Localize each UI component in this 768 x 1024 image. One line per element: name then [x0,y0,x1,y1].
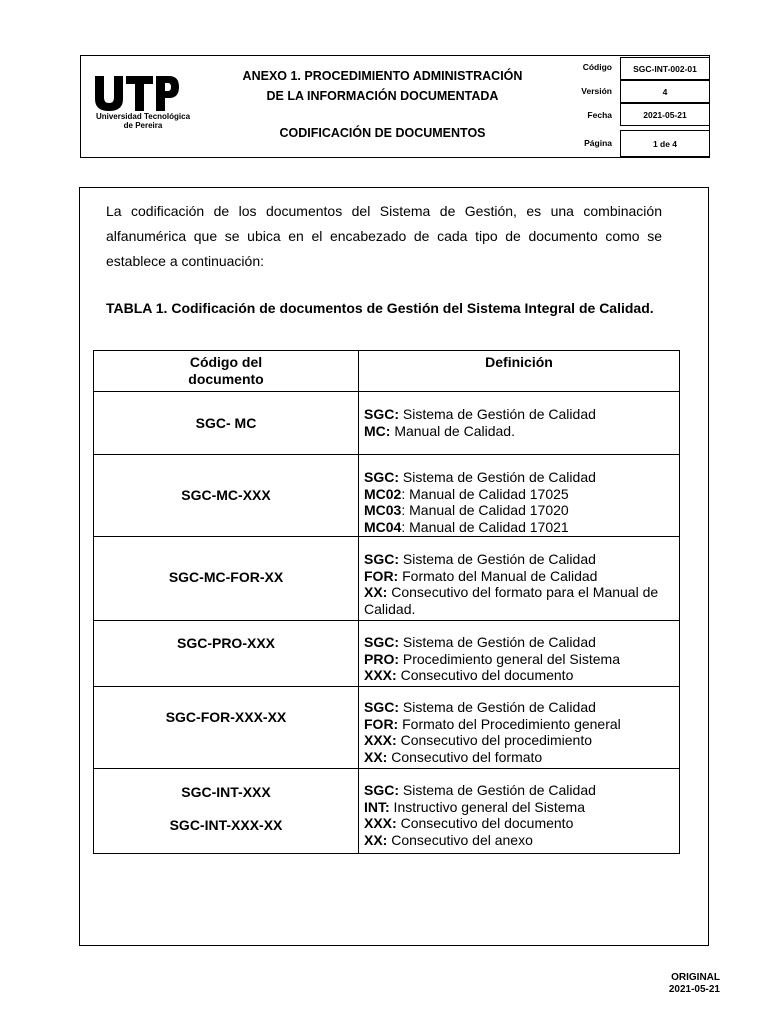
table-row [94,537,680,621]
footer-stamp [669,972,720,996]
header-subtitle: CODIFICACIÓN DE DOCUMENTOS [279,126,486,140]
header-title-line2: DE LA INFORMACIÓN DOCUMENTADA [266,89,499,103]
meta-value-codigo: SGC-INT-002-01 [620,57,710,80]
footer-date: 2021-05-21 [668,984,720,995]
header-title-line1: ANEXO 1. PROCEDIMIENTO ADMINISTRACIÓN [242,69,523,83]
code-cell: SGC- MC [94,392,359,455]
table-row [94,621,680,687]
definition-cell: SGC: Sistema de Gestión de Calidad INT: Instructivo general del Sistema XXX: Consecutivo del documento XX: Consecutivo del anexo [359,769,680,854]
table-row [94,392,680,455]
meta-label-codigo: Código [582,62,612,72]
logo-text: Universidad Tecnológica de Pereira [95,112,191,130]
meta-label-version: Versión [581,86,612,96]
table-row [94,769,680,854]
definition-cell: SGC: Sistema de Gestión de Calidad MC: Manual de Calidad. [359,392,680,455]
header-definition: Definición [359,351,680,392]
code-cell: SGC-INT-XXX SGC-INT-XXX-XX [94,769,359,854]
definition-cell: SGC: Sistema de Gestión de Calidad PRO: Procedimiento general del Sistema XXX: Consecutivo del documento [359,621,680,687]
definition-cell: SGC: Sistema de Gestión de Calidad FOR: Formato del Manual de Calidad XX: Consecutivo del formato para el Manual de Calidad. [359,537,680,621]
definition-cell: SGC: Sistema de Gestión de Calidad FOR: Formato del Procedimiento general XXX: Consecutivo del procedimiento XX: Consecutivo del formato [359,687,680,769]
meta-value-version: 4 [620,80,710,103]
footer-status: ORIGINAL [671,972,720,983]
intro-paragraph: La codificación de los documentos del Sistema de Gestión, es una combinación alfanumérica que se ubica en el encabezado de cada tipo de documento como se establece a continuación: [106,203,662,269]
codes-table [93,350,680,854]
code-cell: SGC-PRO-XXX [94,621,359,687]
code-cell: SGC-FOR-XXX-XX [94,687,359,769]
code-cell: SGC-MC-FOR-XX [94,537,359,621]
code-cell: SGC-MC-XXX [94,455,359,537]
meta-label-fecha: Fecha [587,110,612,120]
meta-value-pagina: 1 de 4 [620,130,710,157]
table-row [94,455,680,537]
meta-value-fecha: 2021-05-21 [620,103,710,126]
definition-cell: SGC: Sistema de Gestión de Calidad MC02: Manual de Calidad 17025 MC03: Manual de Calidad 17020 MC04: Manual de Calidad 17021 [359,455,680,537]
table-header-row [94,351,680,392]
meta-label-pagina: Página [584,138,612,148]
header-code: Código del documento [94,351,359,392]
table-row [94,687,680,769]
table-title: TABLA 1. Codificación de documentos de Gestión del Sistema Integral de Calidad. [106,300,654,316]
